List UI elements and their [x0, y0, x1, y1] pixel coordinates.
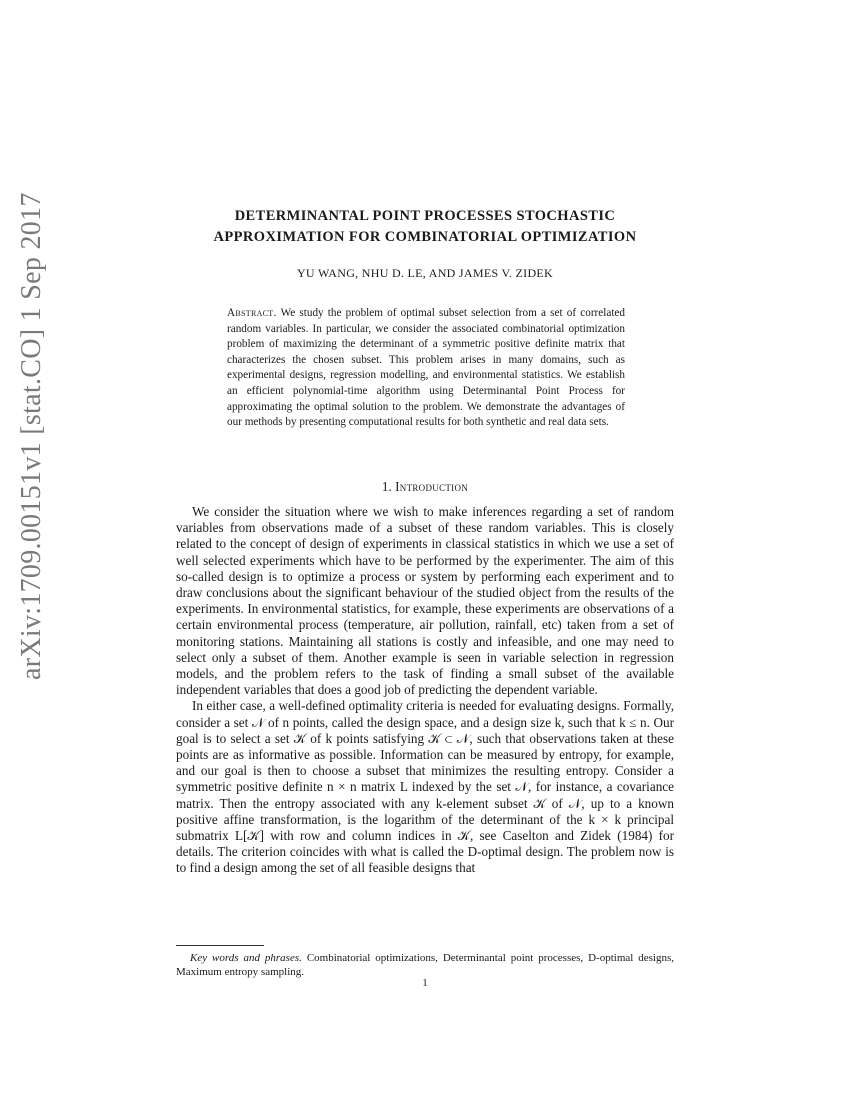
paragraph: In either case, a well-defined optimality criteria is needed for evaluating designs. Formally, consider a set 𝒩 of n points, called the design space, and a design size k, such that k ≤ n. Our goal is to select a set 𝒦 of k points satisfying 𝒦 ⊂ 𝒩, such that observations taken at these points are as informative as possible. Information can be measured by entropy, for example, and our goal is then to choose a subset that minimizes the resulting entropy. Consider a symmetric positive definite n × n matrix L indexed by the set 𝒩, for instance, a covariance matrix. Then the entropy associated with any k-element subset 𝒦 of 𝒩, up to a known positive affine transformation, is the logarithm of the determinant of the k × k principal submatrix L[𝒦] with row and column indices in 𝒦, see Caselton and Zidek (1984) for details. The criterion coincides with what is called the D-optimal design. The problem now is to find a design among the set of all feasible designs that — [176, 698, 674, 876]
footnote — [176, 951, 674, 979]
author-list: YU WANG, NHU D. LE, AND JAMES V. ZIDEK — [296, 266, 554, 280]
section-title: Introduction — [395, 479, 469, 494]
section-number: 1. — [381, 479, 392, 494]
abstract-heading: Abstract. — [227, 307, 277, 319]
paper-title — [150, 206, 700, 248]
arxiv-identifier: arXiv:1709.00151v1 [stat.CO] 1 Sep 2017 — [16, 192, 47, 680]
keywords-text: Combinatorial optimizations, Determinantal point processes, D-optimal designs, Maximum entropy sampling. — [176, 952, 674, 978]
keywords-label: Key words and phrases. — [190, 952, 302, 964]
paragraph: We consider the situation where we wish to make inferences regarding a set of random variables from observations made of a subset of these random variables. This is closely related to the concept of design of experiments in classical statistics in which we use a set of well selected experiments which have to be performed by the experimenter. The aim of this so-called design is to optimize a process or system by performing each experiment and to draw conclusions about the significant behaviour of the studied object from the results of the experiments. In environmental statistics, for example, these experiments are observations of a certain environmental process (temperature, air pollution, rainfall, etc) taken from a set of monitoring stations. Maintaining all stations is costly and infeasible, and one may need to select only a subset of them. Another example is seen in variable selection in regression models, and the problem refers to the task of finding a small subset of the available independent variables that does a good job of predicting the dependent variable. — [176, 504, 674, 698]
footnote-divider — [176, 945, 264, 946]
title-line-2: APPROXIMATION FOR COMBINATORIAL OPTIMIZATION — [213, 229, 637, 245]
abstract — [227, 306, 625, 431]
page-number: 1 — [422, 977, 428, 989]
abstract-text: We study the problem of optimal subset selection from a set of correlated random variables. In particular, we consider the associated combinatorial optimization problem of maximizing the determinant of a symmetric positive definite matrix that characterizes the chosen subset. This problem arises in many domains, such as experimental designs, regression modelling, and environmental statistics. We establish an efficient polynomial-time algorithm using Determinantal Point Process for approximating the optimal solution to the problem. We demonstrate the advantages of our methods by presenting computational results for both synthetic and real data sets. — [227, 307, 625, 429]
title-line-1: DETERMINANTAL POINT PROCESSES STOCHASTIC — [234, 208, 616, 224]
section-heading — [150, 479, 700, 495]
body-text — [176, 504, 674, 877]
